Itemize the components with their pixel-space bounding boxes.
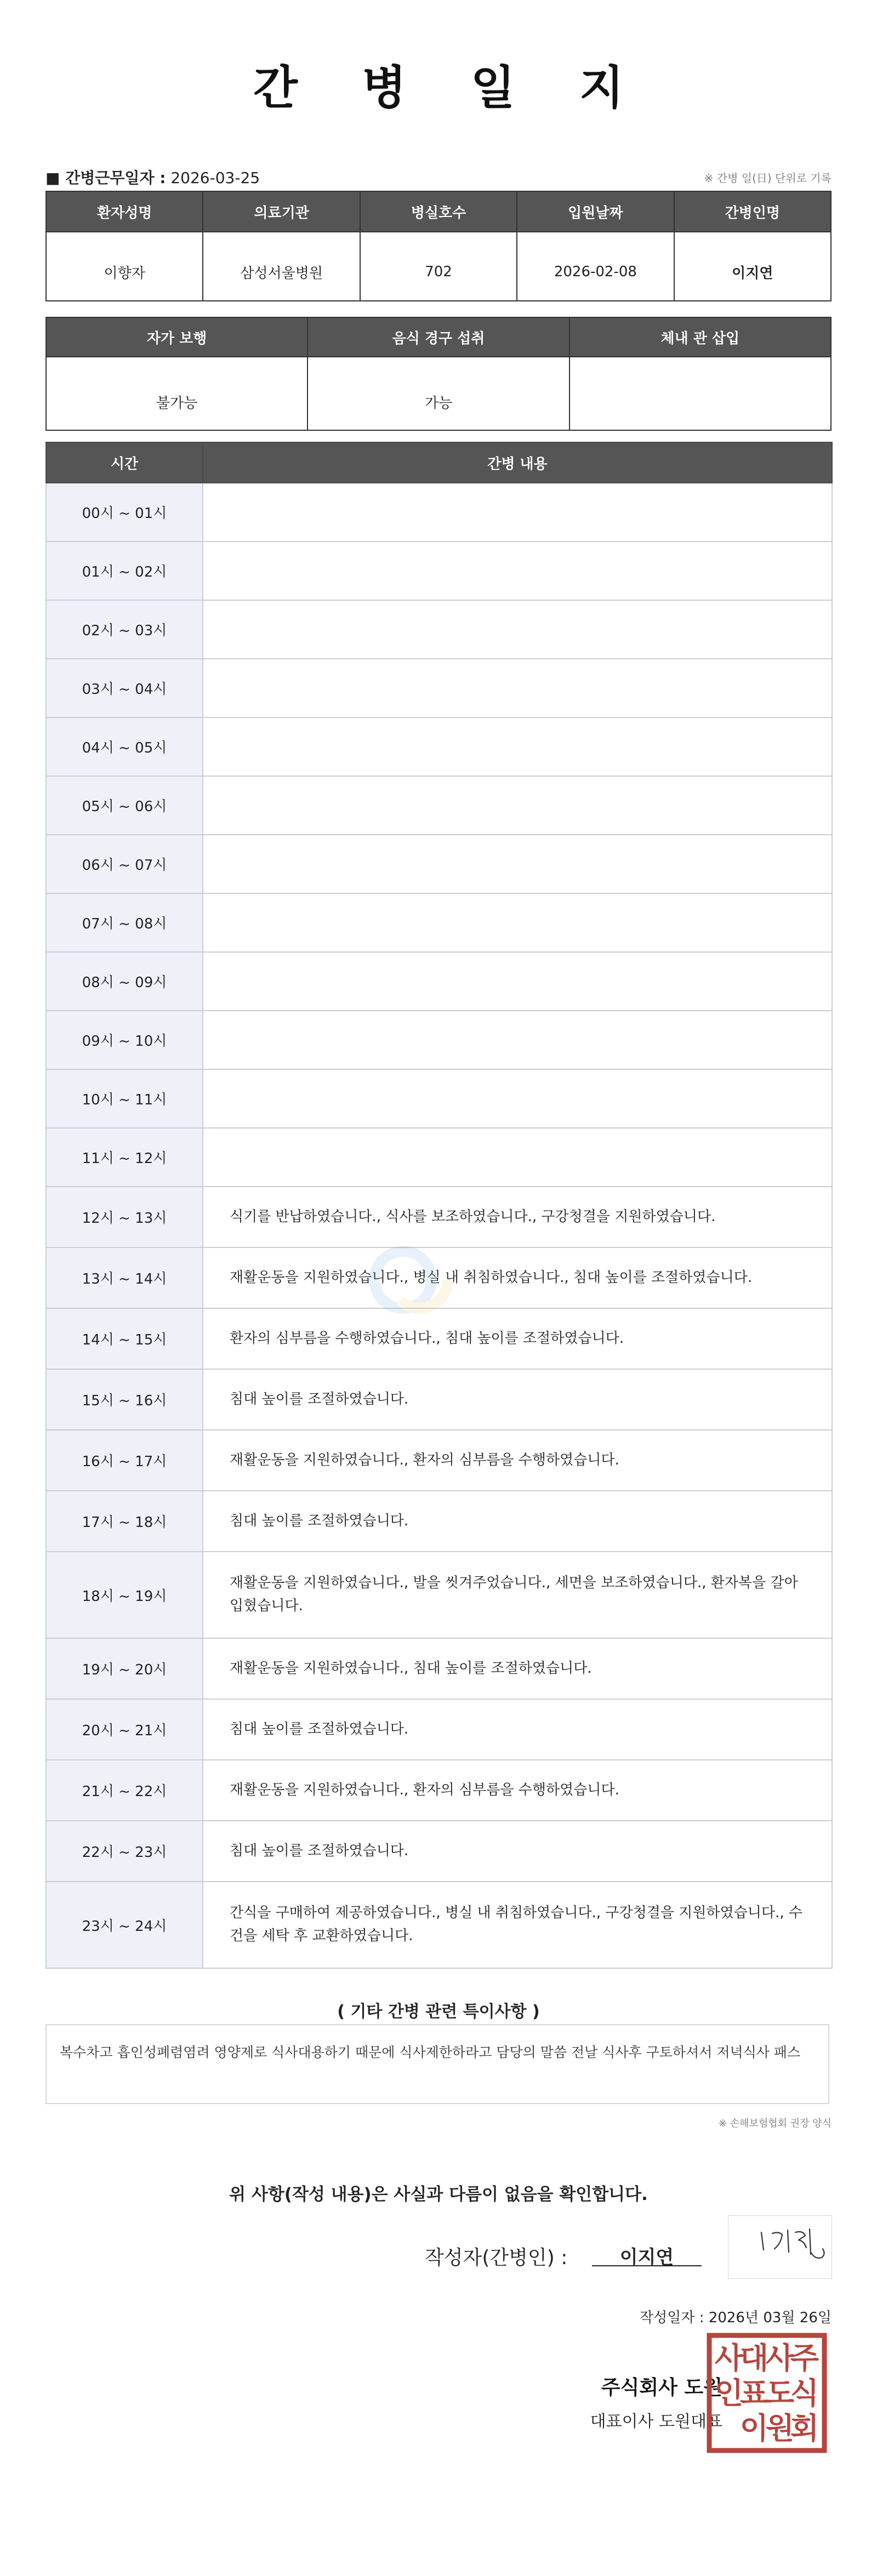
header-admission-date: 입원날짜 [517,191,674,232]
log-content: 재활운동을 지원하였습니다., 발을 씻겨주었습니다., 세면을 보조하였습니다., 환자복을 갈아입혔습니다. [203,1552,832,1638]
log-row [46,1821,832,1882]
write-date: 작성일자 : 2026년 03월 26일 [640,2310,832,2326]
seal-character: 표 [739,2376,769,2410]
patient-name: 이향자 [46,232,203,301]
company-seal-icon [706,2332,828,2454]
log-time: 14시 ~ 15시 [46,1308,203,1369]
log-content: 환자의 심부름을 수행하였습니다., 침대 높이를 조절하였습니다. [203,1308,832,1369]
log-time: 23시 ~ 24시 [46,1882,203,1968]
log-row [46,717,832,776]
log-content [203,659,832,717]
patient-status-header-row [46,317,831,357]
log-time: 13시 ~ 14시 [46,1247,203,1308]
log-row [46,1430,832,1491]
log-time: 17시 ~ 18시 [46,1491,203,1552]
header-care-content: 간병 내용 [203,442,832,483]
log-time: 20시 ~ 21시 [46,1699,203,1760]
seal-character: 사 [714,2341,744,2375]
log-content [203,893,832,952]
seal-character: 회 [790,2411,819,2446]
log-row [46,1760,832,1821]
special-notes-box: 복수차고 흡인성폐렴염려 영양제로 식사대용하기 때문에 식사제한하라고 담당의 말씀 전날 식사후 구토하셔서 저녁식사 패스 [45,2024,829,2104]
work-date-row [45,166,832,188]
log-content: 침대 높이를 조절하였습니다. [203,1491,832,1552]
patient-info-header-row [46,191,831,232]
log-time: 19시 ~ 20시 [46,1638,203,1699]
form-credit: ※ 손해보험협회 권장 양식 [718,2118,832,2129]
log-time: 11시 ~ 12시 [46,1128,203,1187]
log-row [46,776,832,835]
work-date-value: 2026-03-25 [170,169,260,187]
seal-character: 인 [714,2376,744,2410]
log-row [46,1699,832,1760]
hospital: 삼성서울병원 [203,232,360,301]
log-time: 18시 ~ 19시 [46,1552,203,1638]
seal-character: 이 [739,2411,769,2446]
patient-info-table [45,191,832,301]
log-time: 16시 ~ 17시 [46,1430,203,1491]
log-time: 22시 ~ 23시 [46,1821,203,1882]
page-title: 간 병 일 지 [253,61,648,115]
log-time: 05시 ~ 06시 [46,776,203,835]
care-log-header-row [46,442,832,483]
oral-intake: 가능 [307,357,569,430]
log-content [203,835,832,893]
log-row [46,1638,832,1699]
log-time: 07시 ~ 08시 [46,893,203,952]
header-time: 시간 [46,442,203,483]
header-room-number: 병실호수 [360,191,517,232]
log-time: 09시 ~ 10시 [46,1011,203,1069]
log-content: 재활운동을 지원하였습니다., 병실 내 취침하였습니다., 침대 높이를 조절하였습니다. [203,1247,832,1308]
header-self-walking: 자가 보행 [46,317,307,357]
log-content: 재활운동을 지원하였습니다., 환자의 심부름을 수행하였습니다. [203,1430,832,1491]
confirmation-statement: 위 사항(작성 내용)은 사실과 다름이 없음을 확인합니다. [229,2185,648,2204]
log-content [203,483,832,542]
log-time: 12시 ~ 13시 [46,1187,203,1247]
log-time: 02시 ~ 03시 [46,600,203,659]
log-time: 10시 ~ 11시 [46,1069,203,1128]
log-row [46,659,832,717]
work-date-label: ■ 간병근무일자 : [45,169,166,187]
seal-character: 주 [790,2341,819,2375]
log-row [46,1491,832,1552]
care-log-table [45,442,833,1969]
log-content: 침대 높이를 조절하였습니다. [203,1821,832,1882]
room-number: 702 [360,232,517,301]
log-row [46,1128,832,1187]
log-row [46,952,832,1011]
seal-character: 원 [765,2411,795,2446]
log-row [46,600,832,659]
log-time: 08시 ~ 09시 [46,952,203,1011]
patient-status-value-row [46,357,831,430]
header-patient-name: 환자성명 [46,191,203,232]
log-time: 06시 ~ 07시 [46,835,203,893]
patient-info-value-row [46,232,831,301]
log-row [46,542,832,600]
work-date [45,166,260,188]
log-content: 재활운동을 지원하였습니다., 침대 높이를 조절하였습니다. [203,1638,832,1699]
log-content [203,542,832,600]
writer-underline [592,2265,702,2266]
record-note: ※ 간병 일(日) 단위로 기록 [704,172,832,185]
log-row [46,893,832,952]
log-content: 재활운동을 지원하였습니다., 환자의 심부름을 수행하였습니다. [203,1760,832,1821]
admission-date: 2026-02-08 [517,232,674,301]
header-caregiver-name: 간병인명 [674,191,831,232]
log-row [46,1552,832,1638]
tube-insertion [570,357,831,430]
log-content [203,600,832,659]
log-content [203,776,832,835]
log-time: 21시 ~ 22시 [46,1760,203,1821]
log-row [46,835,832,893]
seal-character: 식 [790,2376,819,2410]
writer-name: 이지연 [619,2247,674,2269]
patient-status-table [45,317,832,431]
log-content: 침대 높이를 조절하였습니다. [203,1369,832,1430]
writer-label: 작성자(간병인) : [425,2247,568,2269]
log-time: 15시 ~ 16시 [46,1369,203,1430]
ceo-name: 대표이사 도원대표 [590,2412,722,2431]
log-row [46,1882,832,1968]
log-content [203,717,832,776]
caregiver-name: 이지연 [674,232,831,301]
log-content [203,1011,832,1069]
company-name: 주식회사 도원 [601,2376,722,2399]
log-content [203,1069,832,1128]
log-row [46,1011,832,1069]
log-content: 식기를 반납하였습니다., 식사를 보조하였습니다., 구강청결을 지원하였습니다. [203,1187,832,1247]
log-time: 04시 ~ 05시 [46,717,203,776]
header-oral-intake: 음식 경구 섭취 [307,317,569,357]
log-content [203,952,832,1011]
header-tube-insertion: 체내 관 삽입 [570,317,831,357]
self-walking: 불가능 [46,357,307,430]
special-notes-title: ( 기타 간병 관련 특이사항 ) [337,2002,540,2021]
log-content: 침대 높이를 조절하였습니다. [203,1699,832,1760]
log-content: 간식을 구매하여 제공하였습니다., 병실 내 취침하였습니다., 구강청결을 지원하였습니다., 수건을 세탁 후 교환하였습니다. [203,1882,832,1968]
header-hospital: 의료기관 [203,191,360,232]
log-time: 00시 ~ 01시 [46,483,203,542]
watermark-logo [359,1236,458,1324]
seal-character: 도 [765,2376,795,2410]
signature-box [728,2215,832,2279]
log-row [46,1369,832,1430]
log-time: 01시 ~ 02시 [46,542,203,600]
seal-character: 대 [739,2341,769,2375]
log-content [203,1128,832,1187]
log-row [46,483,832,542]
log-time: 03시 ~ 04시 [46,659,203,717]
log-row [46,1069,832,1128]
seal-character: 사 [765,2341,795,2375]
handwritten-signature [728,2216,832,2278]
